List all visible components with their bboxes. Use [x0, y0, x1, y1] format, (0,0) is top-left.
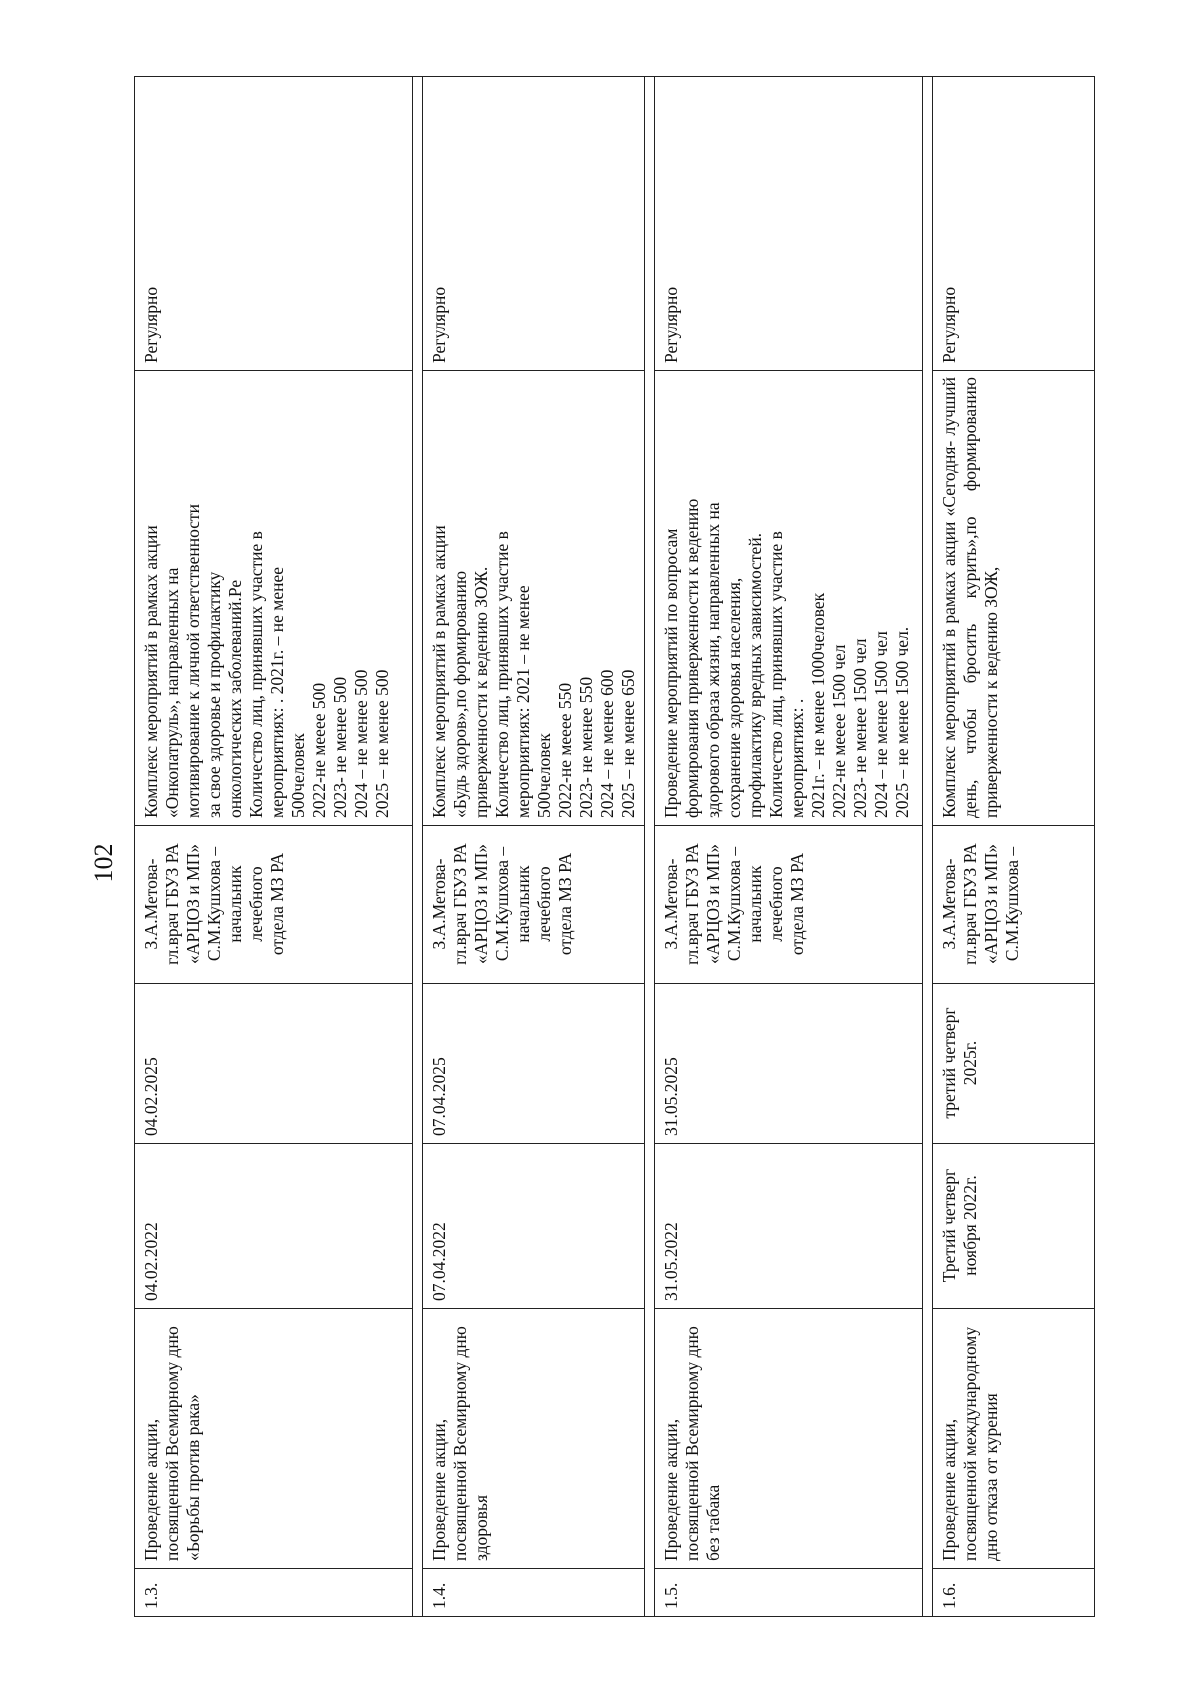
result-line: онкологических заболеваний.Ре	[225, 579, 245, 818]
responsible-line: отдела МЗ РА	[787, 852, 807, 956]
responsible-line: С.М.Кушхова –	[492, 846, 512, 962]
event-name: Проведение акции, посвященной международному дню отказа от курения	[933, 1309, 1095, 1569]
table-row	[135, 77, 413, 1617]
result-line: 500человек	[288, 733, 308, 818]
row-number: 1.3.	[135, 1569, 413, 1617]
periodicity: Регулярно	[423, 77, 645, 371]
result-line: сохранение здоровья населения,	[724, 577, 744, 818]
periodicity: Регулярно	[655, 77, 923, 371]
expected-result	[655, 371, 923, 826]
result-line: приверженности к ведению ЗОЖ.	[471, 566, 491, 818]
table-row	[655, 77, 923, 1617]
periodicity: Регулярно	[135, 77, 413, 371]
result-line: Количество лиц, принявших участие в	[492, 531, 512, 818]
date-start: Третий четверг ноября 2022г.	[933, 1144, 1095, 1309]
responsible-line: начальник	[513, 865, 533, 943]
result-line: 500человек	[534, 733, 554, 818]
responsible-line: З.А.Метова-	[429, 858, 449, 950]
result-line: 2024 – не менее 1500 чел	[871, 631, 891, 818]
periodicity: Регулярно	[933, 77, 1095, 371]
responsible-persons	[423, 826, 645, 984]
row-number: 1.4.	[423, 1569, 645, 1617]
responsible-persons	[655, 826, 923, 984]
date-start: 04.02.2022	[135, 1144, 413, 1309]
result-line: мероприятиях: .	[787, 698, 807, 818]
responsible-line: «АРЦОЗ и МП»	[471, 844, 491, 964]
responsible-line: З.А.Метова-	[661, 858, 681, 950]
date-end: 04.02.2025	[135, 984, 413, 1144]
result-line: 2023- не менее 500	[330, 676, 350, 818]
result-line: здорового образа жизни, направленных на	[703, 502, 723, 818]
date-end: третий четверг 2025г.	[933, 984, 1095, 1144]
responsible-line: лечебного	[246, 866, 266, 942]
date-end: 07.04.2025	[423, 984, 645, 1144]
result-line: Проведение мероприятий по вопросам	[661, 528, 681, 818]
result-line: 2022-не мееее 500	[309, 682, 329, 818]
result-line: 2025 – не менее 500	[372, 669, 392, 818]
result-line: Количество лиц, принявших участие в	[766, 531, 786, 818]
result-line: «Будь здоров»,по формированию	[450, 570, 470, 818]
responsible-line: гл.врач ГБУЗ РА	[682, 843, 702, 965]
result-line: 2022-не мееее 550	[555, 682, 575, 818]
event-name: Проведение акции, посвященной Всемирному дню без табака	[655, 1309, 923, 1569]
responsible-line: С.М.Кушхова –	[724, 846, 744, 962]
result-line: Комплекс мероприятий в рамках акции	[141, 525, 161, 818]
responsible-line: «АРЦОЗ и МП»	[703, 844, 723, 964]
date-end: 31.05.2025	[655, 984, 923, 1144]
responsible-line: З.А.Метова-	[939, 858, 959, 950]
result-line: 2025 – не менее 650	[618, 669, 638, 818]
row-number: 1.6.	[933, 1569, 1095, 1617]
result-line: мотивирование к личной ответственности	[183, 503, 203, 818]
result-line: Комплекс мероприятий в рамках акции	[429, 525, 449, 818]
result-line: 2024 – не менее 500	[351, 669, 371, 818]
result-line: 2023- не менее 550	[576, 676, 596, 818]
rotated-table-wrapper	[134, 77, 1094, 1617]
responsible-line: лечебного	[766, 866, 786, 942]
result-line: за свое здоровье и профилактику	[204, 571, 224, 818]
responsible-line: С.М.Кушхова –	[1002, 846, 1022, 962]
responsible-line: гл.врач ГБУЗ РА	[450, 843, 470, 965]
expected-result: Комплекс мероприятий в рамках акции «Сегодня- лучший день, чтобы бросить курить»,по формированию приверженности к ведению ЗОЖ,	[933, 371, 1095, 826]
responsible-line: начальник	[225, 865, 245, 943]
events-table	[134, 76, 1095, 1617]
result-line: формирования приверженности к ведению	[682, 498, 702, 818]
result-line: 2024 – не менее 600	[597, 669, 617, 818]
responsible-line: отдела МЗ РА	[267, 852, 287, 956]
result-line: мероприятиях: . 2021г. – не менее	[267, 567, 287, 818]
event-name: Проведение акции, посвященной Всемирному дню «Ьорьбы против рака»	[135, 1309, 413, 1569]
responsible-line: З.А.Метова-	[141, 858, 161, 950]
date-start: 07.04.2022	[423, 1144, 645, 1309]
row-number: 1.5.	[655, 1569, 923, 1617]
result-line: мероприятиях: 2021 – не менее	[513, 585, 533, 818]
result-line: 2021г. – не менее 1000человек	[808, 592, 828, 818]
responsible-line: «АРЦОЗ и МП»	[183, 844, 203, 964]
expected-result	[423, 371, 645, 826]
result-line: Количество лиц, принявших участие в	[246, 531, 266, 818]
result-line: 2022-не мееее 1500 чел	[829, 644, 849, 818]
responsible-persons	[135, 826, 413, 984]
result-line: «Онкопатруль», направленных на	[162, 567, 182, 818]
event-name: Проведение акции, посвященной Всемирному дню здоровья	[423, 1309, 645, 1569]
result-line: профилактику вредных зависимостей.	[745, 532, 765, 818]
responsible-line: гл.врач ГБУЗ РА	[162, 843, 182, 965]
responsible-line: отдела МЗ РА	[555, 852, 575, 956]
responsible-line: лечебного	[534, 866, 554, 942]
result-line: 2023- не менее 1500 чел	[850, 638, 870, 818]
table-row	[423, 77, 645, 1617]
result-line: 2025 – не менее 1500 чел.	[892, 626, 912, 818]
page-number: 102	[89, 843, 118, 883]
responsible-line: С.М.Кушхова –	[204, 846, 224, 962]
table-row	[933, 77, 1095, 1617]
responsible-persons	[933, 826, 1095, 984]
responsible-line: «АРЦОЗ и МП»	[981, 844, 1001, 964]
responsible-line: начальник	[745, 865, 765, 943]
date-start: 31.05.2022	[655, 1144, 923, 1309]
responsible-line: гл.врач ГБУЗ РА	[960, 843, 980, 965]
expected-result	[135, 371, 413, 826]
